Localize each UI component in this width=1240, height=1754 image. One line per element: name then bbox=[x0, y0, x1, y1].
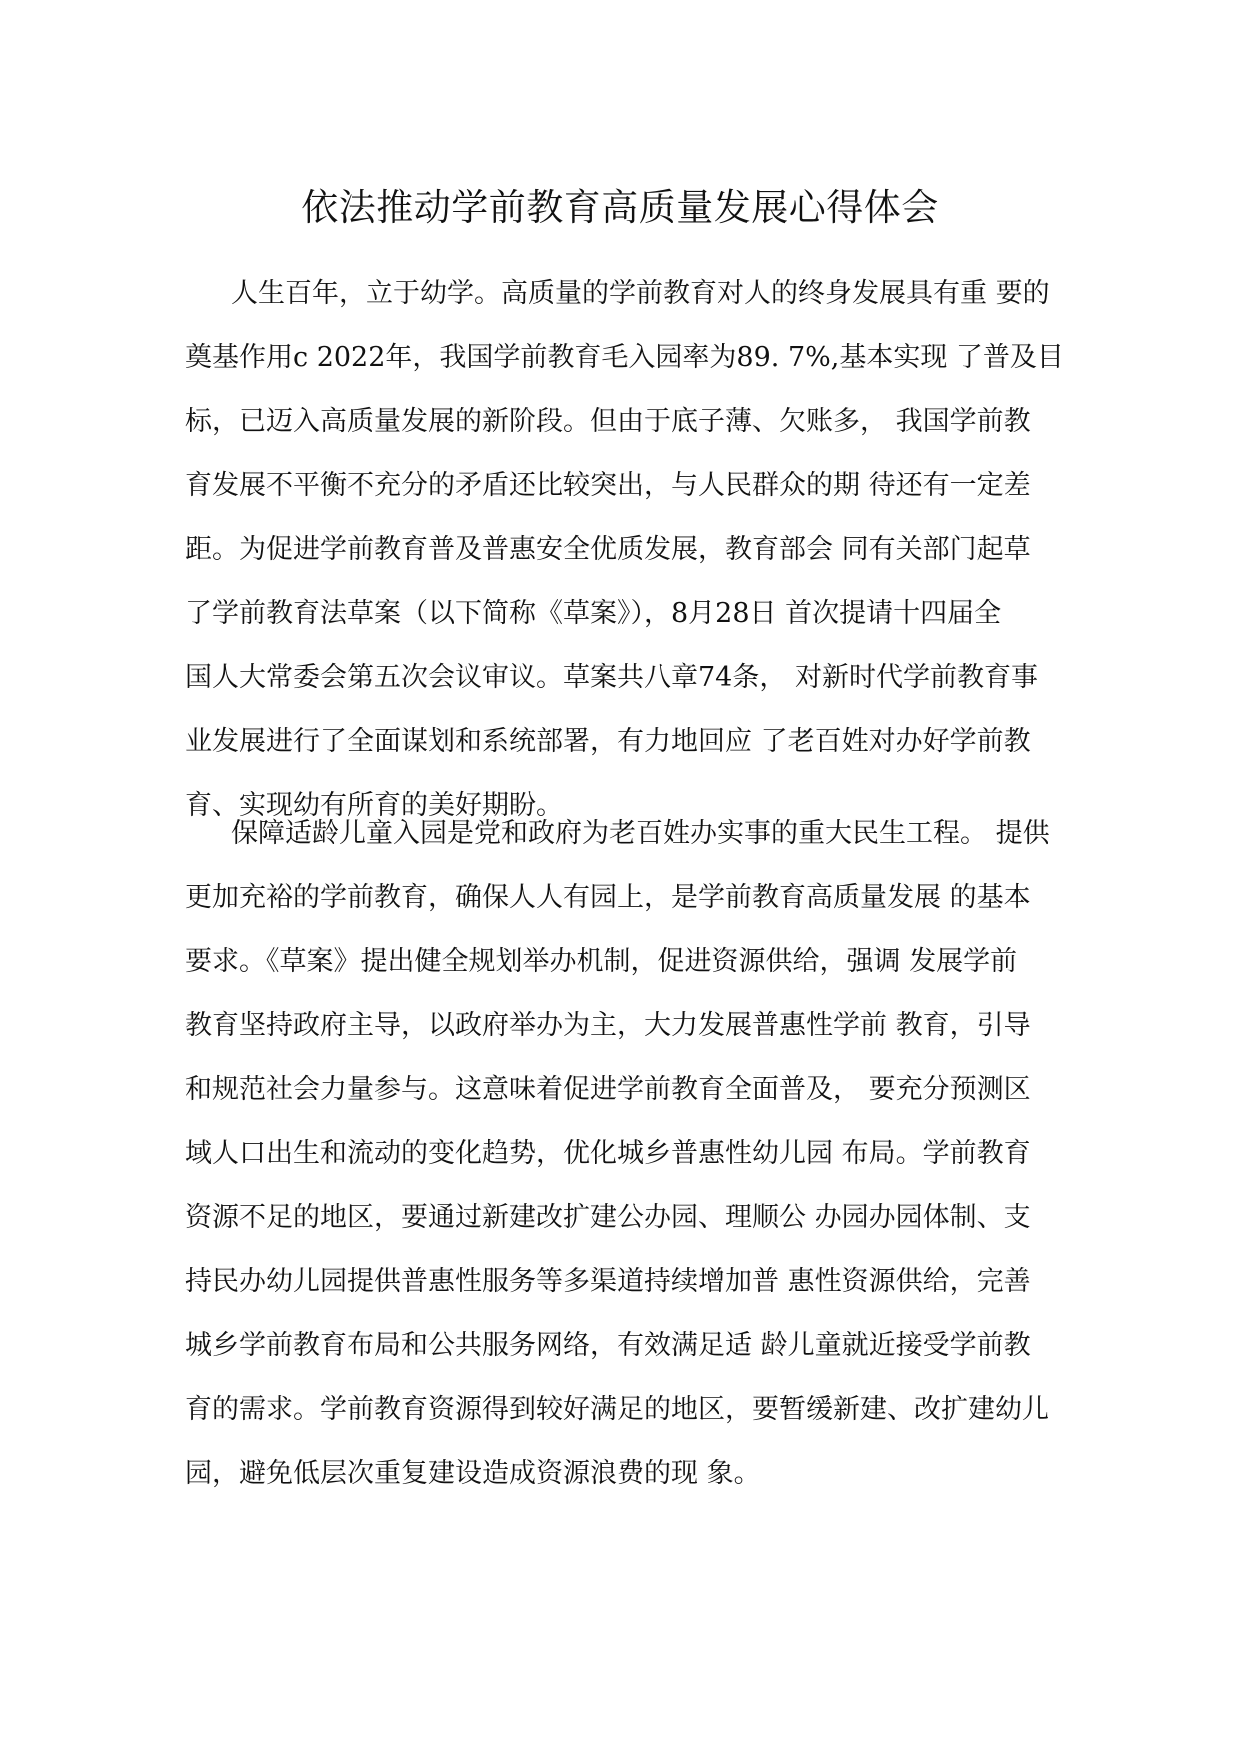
paragraph-line: 和规范社会力量参与。这意味着促进学前教育全面普及， 要充分预测区 bbox=[185, 1074, 1031, 1105]
paragraph-line: 育发展不平衡不充分的矛盾还比较突出，与人民群众的期 待还有一定差 bbox=[185, 470, 1031, 501]
paragraph-line: 标，已迈入高质量发展的新阶段。但由于底子薄、欠账多， 我国学前教 bbox=[185, 406, 1031, 437]
paragraph-line: 距。为促进学前教育普及普惠安全优质发展，教育部会 同有关部门起草 bbox=[185, 534, 1031, 565]
paragraph-line: 城乡学前教育布局和公共服务网络，有效满足适 龄儿童就近接受学前教 bbox=[185, 1330, 1031, 1361]
paragraph-line: 域人口出生和流动的变化趋势，优化城乡普惠性幼儿园 布局。学前教育 bbox=[185, 1138, 1031, 1169]
paragraph-line: 育、实现幼有所育的美好期盼。 bbox=[185, 790, 563, 821]
paragraph-line: 更加充裕的学前教育，确保人人有园上，是学前教育高质量发展 的基本 bbox=[185, 882, 1031, 913]
paragraph-line: 奠基作用c 2022年，我国学前教育毛入园率为89. 7%,基本实现 了普及目 bbox=[185, 342, 1064, 373]
paragraph-line: 人生百年，立于幼学。高质量的学前教育对人的终身发展具有重 要的 bbox=[231, 278, 1050, 309]
paragraph-line: 育的需求。学前教育资源得到较好满足的地区，要暂缓新建、改扩建幼儿 bbox=[185, 1394, 1049, 1425]
document-title: 依法推动学前教育高质量发展心得体会 bbox=[301, 186, 939, 229]
paragraph-line: 要求。《草案》提出健全规划举办机制，促进资源供给，强调 发展学前 bbox=[185, 946, 1018, 977]
paragraph-line: 了学前教育法草案（以下简称《草案》），8月28日 首次提请十四届全 bbox=[185, 598, 1002, 629]
paragraph-line: 国人大常委会第五次会议审议。草案共八章74条， 对新时代学前教育事 bbox=[185, 662, 1038, 693]
paragraph-line: 园，避免低层次重复建设造成资源浪费的现 象。 bbox=[185, 1458, 761, 1489]
paragraph-line: 资源不足的地区，要通过新建改扩建公办园、理顺公 办园办园体制、支 bbox=[185, 1202, 1031, 1233]
paragraph-line: 持民办幼儿园提供普惠性服务等多渠道持续增加普 惠性资源供给，完善 bbox=[185, 1266, 1031, 1297]
paragraph-line: 保障适龄儿童入园是党和政府为老百姓办实事的重大民生工程。 提供 bbox=[231, 818, 1050, 849]
paragraph-line: 教育坚持政府主导，以政府举办为主，大力发展普惠性学前 教育，引导 bbox=[185, 1010, 1031, 1041]
paragraph-line: 业发展进行了全面谋划和系统部署，有力地回应 了老百姓对办好学前教 bbox=[185, 726, 1031, 757]
paragraph-2 bbox=[185, 802, 1055, 1506]
paragraph-1 bbox=[185, 262, 1064, 838]
